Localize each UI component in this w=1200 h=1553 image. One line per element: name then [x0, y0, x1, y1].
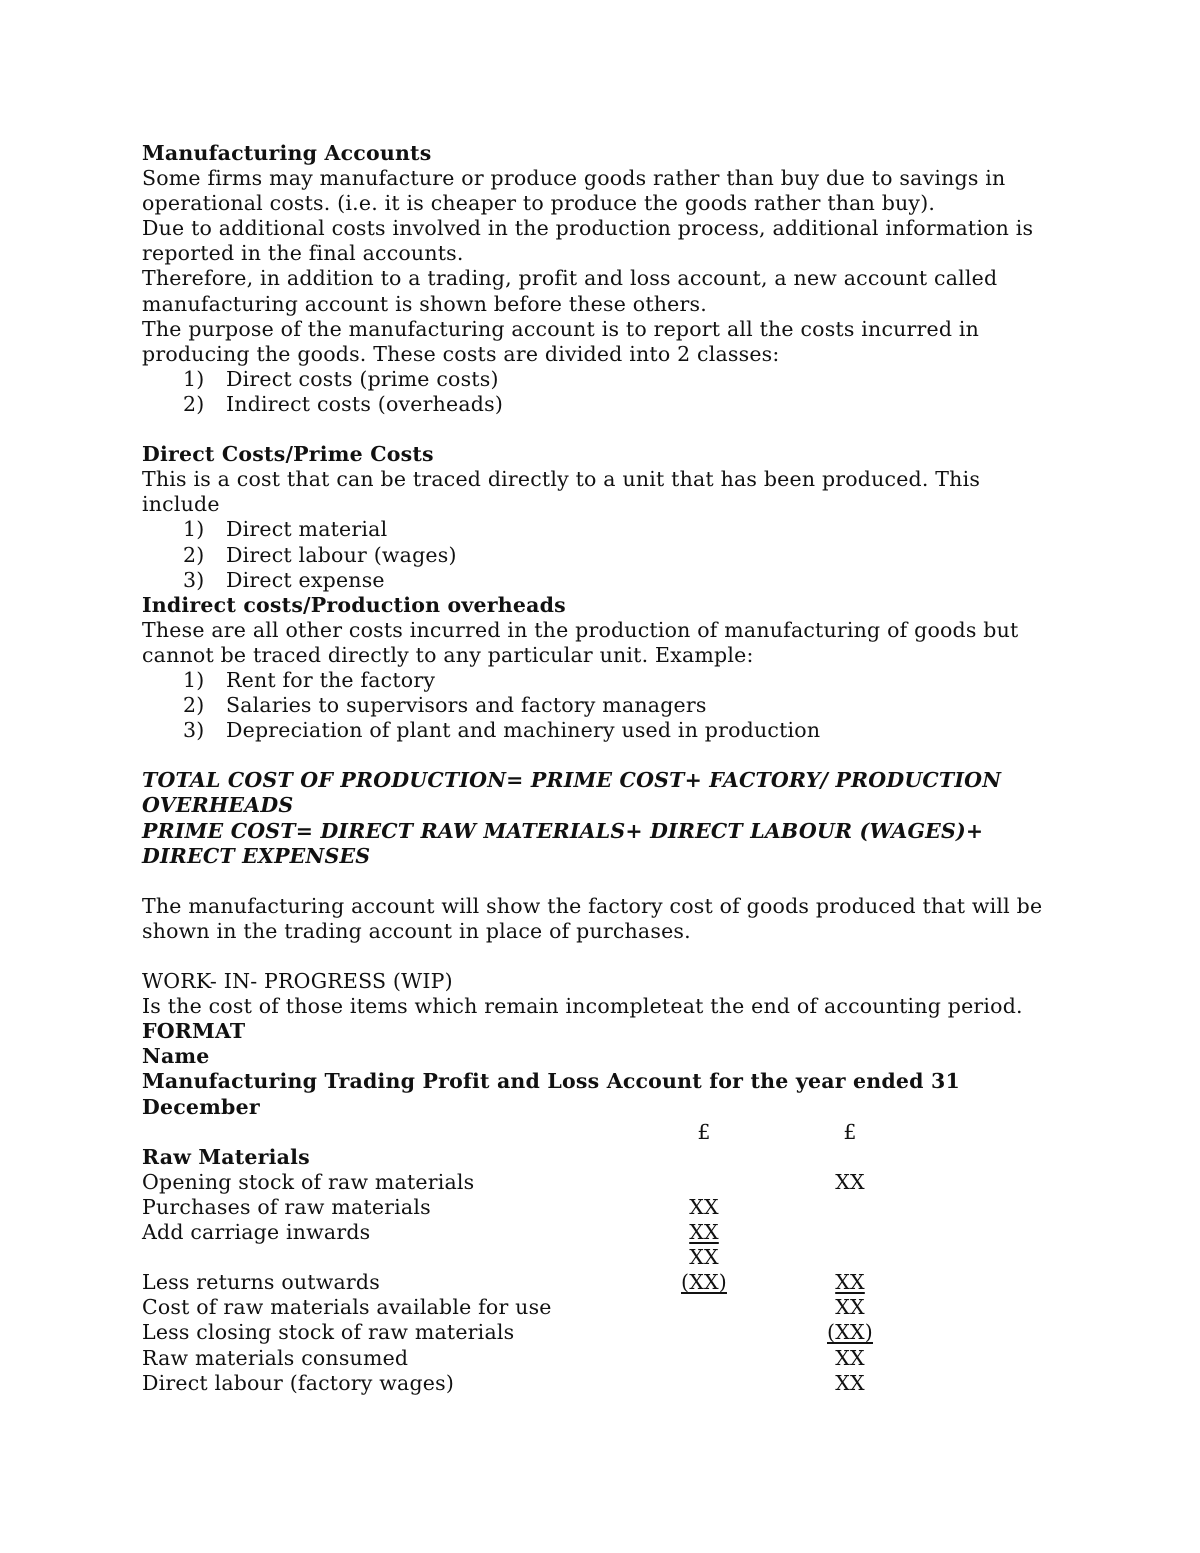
format-label: FORMAT	[142, 1019, 246, 1044]
intro-paragraph-4: The purpose of the manufacturing account is to report all the costs incurred in producing the goods. These costs are divided into 2 classes:	[142, 316, 980, 366]
col2-value: (XX)	[827, 1320, 873, 1345]
spacer	[142, 944, 1062, 969]
table-row	[142, 1295, 1062, 1320]
section-raw-materials: Raw Materials	[142, 1144, 310, 1169]
col1-value: XX	[689, 1194, 719, 1219]
direct-costs-text: This is a cost that can be traced directly to a unit that has been produced. This include	[142, 467, 981, 517]
list-item: 1) Direct material	[183, 517, 388, 542]
indirect-costs-list	[142, 668, 1062, 743]
heading-direct-costs: Direct Costs/Prime Costs	[142, 442, 434, 467]
heading-wip: WORK- IN- PROGRESS (WIP)	[142, 969, 453, 994]
wip-text: Is the cost of those items which remain incompleteat the end of accounting period.	[142, 994, 1023, 1019]
col2-value: XX	[835, 1370, 865, 1395]
col1-value: XX	[689, 1245, 719, 1270]
col2-value: XX	[835, 1345, 865, 1370]
list-item: 2) Salaries to supervisors and factory managers	[183, 693, 707, 718]
table-row	[142, 1245, 1062, 1270]
row-label: Raw materials consumed	[142, 1345, 409, 1370]
table-row	[142, 1195, 1062, 1220]
row-label: Opening stock of raw materials	[142, 1169, 475, 1194]
list-item: 2) Direct labour (wages)	[183, 542, 457, 567]
indirect-costs-text: These are all other costs incurred in the production of manufacturing of goods but cannot be traced directly to any particular unit. Example:	[142, 617, 1019, 667]
row-label: Direct labour (factory wages)	[142, 1370, 455, 1395]
document-body	[142, 141, 1062, 1396]
row-label: Less closing stock of raw materials	[142, 1320, 515, 1345]
account-format-table	[142, 1120, 1062, 1396]
intro-paragraph-2: Due to additional costs involved in the production process, additional information is reported in the final accounts.	[142, 216, 1034, 266]
heading-indirect-costs: Indirect costs/Production overheads	[142, 592, 566, 617]
table-row	[142, 1170, 1062, 1195]
formula-total-cost: TOTAL COST OF PRODUCTION= PRIME COST+ FACTORY/ PRODUCTION OVERHEADS	[142, 768, 1002, 818]
spacer	[142, 743, 1062, 768]
cost-classes-list	[142, 367, 1062, 417]
table-row	[142, 1371, 1062, 1396]
col2-value: XX	[835, 1270, 865, 1295]
formula-prime-cost: PRIME COST= DIRECT RAW MATERIALS+ DIRECT LABOUR (WAGES)+ DIRECT EXPENSES	[142, 818, 984, 868]
currency-header-row	[142, 1120, 1062, 1145]
section-heading-row	[142, 1145, 1062, 1170]
spacer	[142, 869, 1062, 894]
col2-value: XX	[835, 1169, 865, 1194]
heading-manufacturing-accounts: Manufacturing Accounts	[142, 141, 432, 165]
table-row	[142, 1320, 1062, 1345]
list-item: 2) Indirect costs (overheads)	[183, 391, 504, 416]
direct-costs-list	[142, 517, 1062, 592]
intro-paragraph-3: Therefore, in addition to a trading, profit and loss account, a new account called manufacturing account is shown before these others.	[142, 266, 998, 316]
row-label: Cost of raw materials available for use	[142, 1295, 552, 1320]
table-row	[142, 1270, 1062, 1295]
row-label: Purchases of raw materials	[142, 1194, 431, 1219]
list-item: 1) Rent for the factory	[183, 667, 436, 692]
format-name: Name	[142, 1044, 210, 1069]
list-item: 3) Depreciation of plant and machinery used in production	[183, 718, 821, 743]
list-item: 3) Direct expense	[183, 567, 385, 592]
col2-value: XX	[835, 1295, 865, 1320]
intro-paragraph-1: Some firms may manufacture or produce goods rather than buy due to savings in operational costs. (i.e. it is cheaper to produce the goods rather than buy).	[142, 166, 1006, 216]
account-title: Manufacturing Trading Profit and Loss Account for the year ended 31 December	[142, 1069, 960, 1119]
row-label: Add carriage inwards	[142, 1220, 371, 1245]
table-row	[142, 1346, 1062, 1371]
manufacturing-account-note: The manufacturing account will show the factory cost of goods produced that will be shown in the trading account in place of purchases.	[142, 893, 1043, 943]
currency-symbol: £	[697, 1119, 711, 1144]
spacer	[142, 417, 1062, 442]
currency-symbol: £	[843, 1119, 857, 1144]
col1-value: (XX)	[681, 1270, 727, 1295]
col1-value: XX	[689, 1220, 719, 1245]
list-item: 1) Direct costs (prime costs)	[183, 366, 499, 391]
row-label: Less returns outwards	[142, 1270, 380, 1295]
table-row	[142, 1220, 1062, 1245]
